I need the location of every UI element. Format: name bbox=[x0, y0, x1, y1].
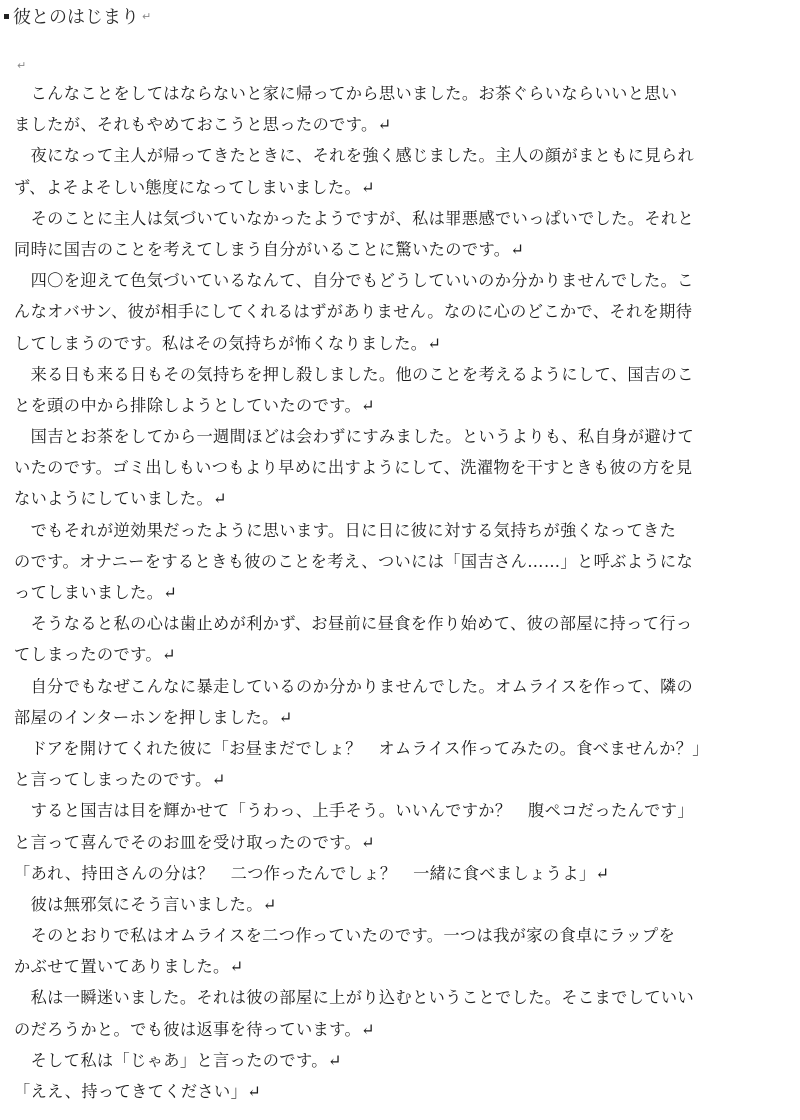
text-line: んなオバサン、彼が相手にしてくれるはずがありません。なのに心のどこかで、それを期待 bbox=[14, 302, 693, 322]
text-line: と言ってしまったのです。↵ bbox=[14, 770, 226, 790]
heading-bullet-icon bbox=[4, 14, 9, 19]
text-line: かぶせて置いてありました。↵ bbox=[14, 957, 244, 977]
empty-paragraph bbox=[14, 54, 26, 72]
text-line: そのとおりで私はオムライスを二つ作っていたのです。一つは我が家の食卓にラップを bbox=[14, 926, 676, 946]
text-line: 来る日も来る日もその気持ちを押し殺しました。他のことを考えるようにして、国吉のこ bbox=[14, 364, 694, 384]
text-line: こんなことをしてはならないと家に帰ってから思いました。お茶ぐらいならいいと思い bbox=[14, 84, 678, 103]
text-line: ってしまいました。↵ bbox=[14, 583, 178, 602]
text-line: してしまうのです。私はその気持ちが怖くなりました。↵ bbox=[14, 333, 442, 353]
text-line: 同時に国吉のことを考えてしまう自分がいることに驚いたのです。↵ bbox=[14, 239, 525, 259]
paragraph-mark-icon: ↵ bbox=[17, 59, 27, 72]
text-line: 部屋のインターホンを押しました。↵ bbox=[14, 707, 293, 727]
text-line: ないようにしていました。↵ bbox=[14, 489, 228, 509]
text-line: ましたが、それもやめておこうと思ったのです。↵ bbox=[14, 115, 392, 135]
text-line: のだろうかと。でも彼は返事を待っています。↵ bbox=[14, 1019, 376, 1039]
text-line: いたのです。ゴミ出しもいつもより早めに出すようにして、洗濯物を干すときも彼の方を見 bbox=[14, 458, 693, 478]
text-line: 私は一瞬迷いました。それは彼の部屋に上がり込むということでした。そこまでしていい bbox=[14, 988, 695, 1008]
text-line: と言って喜んでそのお皿を受け取ったのです。↵ bbox=[14, 832, 376, 852]
text-line: ドアを開けてくれた彼に「お昼まだでしょ？ オムライス作ってみたの。食べませんか？」 bbox=[14, 738, 709, 758]
text-line: そして私は「じゃあ」と言ったのです。↵ bbox=[14, 1050, 342, 1070]
text-line: そのことに主人は気づいていなかったようですが、私は罪悪感でいっぱいでした。それと bbox=[14, 208, 695, 228]
text-line: てしまったのです。↵ bbox=[14, 645, 176, 665]
text-line: 四〇を迎えて色気づいているなんて、自分でもどうしていいのか分かりませんでした。こ bbox=[14, 271, 694, 291]
heading-title: 彼とのはじまり bbox=[13, 7, 139, 28]
text-line: のです。オナニーをするときも彼のことを考え、ついには「国吉さん……」と呼ぶようにな bbox=[14, 551, 694, 571]
text-line: とを頭の中から排除しようとしていたのです。↵ bbox=[14, 395, 376, 415]
document-heading bbox=[4, 4, 151, 28]
paragraph-mark-icon: ↵ bbox=[142, 9, 152, 23]
text-line: 夜になって主人が帰ってきたときに、それを強く感じました。主人の顔がまともに見られ bbox=[14, 146, 695, 166]
text-line: でもそれが逆効果だったように思います。日に日に彼に対する気持ちが強くなってきた bbox=[14, 520, 677, 540]
document-body bbox=[14, 78, 760, 1107]
text-line: 自分でもなぜこんなに暴走しているのか分かりませんでした。オムライスを作って、隣の bbox=[14, 676, 694, 696]
text-line: ず、よそよそしい態度になってしまいました。↵ bbox=[14, 177, 376, 197]
text-line: 彼は無邪気にそう言いました。↵ bbox=[14, 894, 277, 914]
text-line: すると国吉は目を輝かせて「うわっ、上手そう。いいんですか？ 腹ペコだったんです」 bbox=[14, 801, 694, 821]
text-line: 国吉とお茶をしてから一週間ほどは会わずにすみました。というよりも、私自身が避けて bbox=[14, 427, 695, 447]
text-line: 「ええ、持ってきてください」↵ bbox=[14, 1082, 262, 1101]
text-line: そうなると私の心は歯止めが利かず、お昼前に昼食を作り始めて、彼の部屋に持って行っ bbox=[14, 614, 693, 634]
text-line: 「あれ、持田さんの分は？ 二つ作ったんでしょ？ 一緒に食べましょうよ」↵ bbox=[14, 863, 610, 883]
